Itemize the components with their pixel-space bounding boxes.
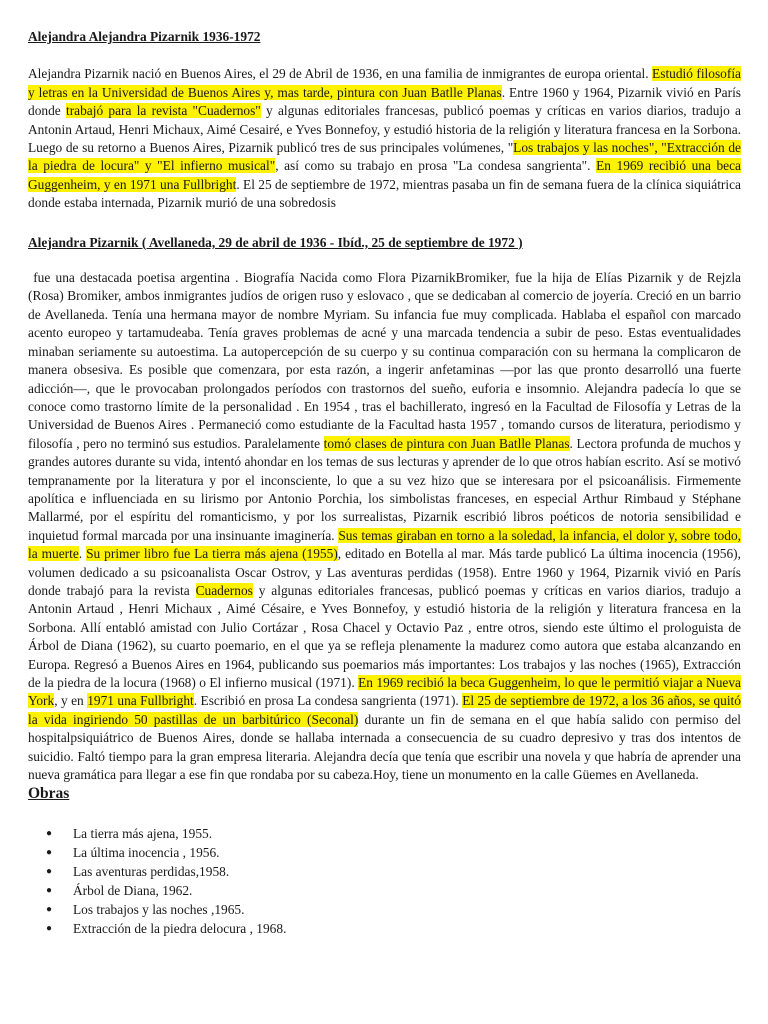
- biography-paragraph-2: [28, 269, 741, 784]
- work-title: La última inocencia , 1956.: [73, 845, 220, 861]
- highlighted-text: El 25 de septiembre de 1972, a los 36 años, se quitó la vida ingiriendo 50 pastillas de un barbitúrico (Seconal): [28, 693, 741, 727]
- bullet-icon: ●: [46, 866, 53, 878]
- work-title: Los trabajos y las noches ,1965.: [73, 902, 245, 918]
- paragraph-text: . Escribió en prosa La condesa sangrienta (1971).: [193, 693, 463, 709]
- biography-paragraph-1: [28, 65, 741, 212]
- works-heading: Obras: [28, 785, 70, 803]
- paragraph-text: . El 25 de septiembre de 1972, mientras pasaba un fin de semana fuera de la clínica siquiátrica donde estaba internada, Pizarnik murió de una sobredosis: [28, 176, 741, 211]
- bullet-icon: ●: [46, 885, 53, 897]
- highlighted-text: Sus temas giraban en torno a la soledad, la infancia, el dolor y, sobre todo, la muerte: [28, 527, 741, 562]
- paragraph-text: , así como su trabajo en prosa "La condesa sangrienta".: [275, 158, 597, 174]
- paragraph-text: y algunas editoriales francesas, publicó poemas y críticas en varios diarios, tradujo a Antonin Artaud, Henri Michaux, Aimé Cesairé, e Yves Bonnefoy, y estudió historia de la religión y literatura francesa en la Sorbona. Luego de su retorno a Buenos Aires, Pizarnik publicó tres de sus principales volúmenes, ": [28, 103, 741, 156]
- paragraph-text: . Entre 1960 y 1964, Pizarnik vivió en París donde: [28, 84, 741, 119]
- works-list-item: [46, 900, 741, 919]
- paragraph-text: Alejandra Pizarnik nació en Buenos Aires, el 29 de Abril de 1936, en una familia de inmigrantes de europa oriental.: [28, 66, 653, 82]
- highlighted-text: Los trabajos y las noches", "Extracción de la piedra de locura" y "El infierno musical": [28, 140, 741, 174]
- highlighted-text: Su primer libro fue La tierra más ajena (1955): [86, 546, 338, 562]
- highlighted-text: Estudió filosofía y letras en la Universidad de Buenos Aires y, mas tarde, pintura con Juan Batlle Planas: [28, 66, 741, 100]
- works-list-item: [46, 824, 741, 843]
- highlighted-text: 1971 una Fullbright: [87, 693, 194, 709]
- bullet-icon: ●: [46, 904, 53, 916]
- paragraph-text: y algunas editoriales francesas, publicó poemas y críticas en varios diarios, tradujo a Antonin Artaud , Henri Michaux , Aimé Césaire, e Yves Bonnefoy, y estudió historia de la religión y literatura francesa en la Sorbona. Allí entabló amistad con Julio Cortázar , Rosa Chacel y Octavio Paz , entre otros, siendo este último el prologuista de Árbol de Diana (1962), su cuarto poemario, en el que ya se refleja plenamente la madurez como autora que estaba alcanzando en Europa. Regresó a Buenos Aires en 1964, publicando sus poemarios más importantes: Los trabajos y las noches (1965), Extracción de la piedra de la locura (1968) o El infierno musical (1971).: [28, 582, 741, 690]
- work-title: Árbol de Diana, 1962.: [73, 883, 193, 899]
- works-list-item: [46, 862, 741, 881]
- paragraph-text: , y en: [54, 693, 88, 709]
- works-list-item: [46, 919, 741, 938]
- document-heading-1: Alejandra Alejandra Pizarnik 1936-1972: [28, 29, 261, 44]
- highlighted-text: Cuadernos: [195, 582, 253, 598]
- work-title: Extracción de la piedra delocura , 1968.: [73, 921, 287, 937]
- works-list-item: [46, 881, 741, 900]
- document-heading-2: Alejandra Pizarnik ( Avellaneda, 29 de abril de 1936 - Ibíd., 25 de septiembre de 1972 ): [28, 234, 523, 250]
- work-title: La tierra más ajena, 1955.: [73, 826, 213, 842]
- highlighted-text: En 1969 recibió la beca Guggenheim, lo que le permitió viajar a Nueva York: [28, 675, 742, 709]
- works-list-item: [46, 843, 741, 862]
- paragraph-text: . Lectora profunda de muchos y grandes autores durante su vida, intentó ahondar en los temas de sus lecturas y aprender de lo que otros habían escrito. Así se motivó tempranamente por la literatura y por el inconsciente, lo que a su vez hizo que se interesara por el psicoanálisis. Firmemente apolítica e influenciada en su lirismo por Antonio Porchia, los simbolistas franceses, en especial Arthur Rimbaud y Stéphane Mallarmé, por el espíritu del romanticismo, y por los surrealistas, Pizarnik escribió libros poéticos de notoria sensibilidad e inquietud formal marcada por una insinuante imaginería.: [28, 435, 741, 543]
- paragraph-text: durante un fin de semana en el que había salido con permiso del hospitalpsiquiátrico de Buenos Aires, donde se hallaba internada a consecuencia de su cuadro depresivo y tras dos intentos de suicidio. Faltó tiempo para la gran empresa literaria. Alejandra decía que tenía que escribir una novela y que habría de aprender una nueva gramática para llegar a ese fin que rondaba por su cabeza.Hoy, tiene un monumento en la calle Güemes en Avellaneda.: [28, 711, 741, 783]
- bullet-icon: ●: [46, 828, 53, 840]
- paragraph-text: .: [78, 546, 87, 562]
- works-list: [28, 824, 741, 938]
- work-title: Las aventuras perdidas,1958.: [73, 864, 230, 880]
- highlighted-text: trabajó para la revista "Cuadernos": [65, 103, 261, 119]
- paragraph-text: , editado en Botella al mar. Más tarde publicó La última inocencia (1956), volumen dedicado a su psicoanalista Oscar Ostrov, y Las aventuras perdidas (1958). Entre 1960 y 1964, Pizarnik vivió en París donde trabajó para la revista: [28, 546, 741, 598]
- paragraph-text: fue una destacada poetisa argentina . Biografía Nacida como Flora PizarnikBromiker, fue la hija de Elías Pizarnik y de Rejzla (Rosa) Bromiker, ambos inmigrantes judíos de origen ruso y eslovaco , que se dedicaban al comercio de joyería. Creció en un barrio de Avellaneda. Tenía una hermana mayor de nombre Myriam. Su infancia fue muy complicada. Hablaba el español con marcado acento europeo y tartamudeaba. Tenía graves problemas de acné y una marcada tendencia a subir de peso. Estas eventualidades minaban seriamente su autoestima. La autopercepción de su cuerpo y su continua comparación con su hermana la complicaron de manera obsesiva. Es posible que comenzara, por esta razón, a ingerir anfetaminas —por las que pronto desarrolló una fuerte adicción—, que le provocaban prolongados períodos con trastornos del sueño, euforia e insomnio. Alejandra padecía lo que se conoce como trastorno límite de la personalidad . En 1954 , tras el bachillerato, ingresó en la Facultad de Filosofía y Letras de la Universidad de Buenos Aires . Permaneció como estudiante de la Facultad hasta 1957 , tomando cursos de literatura, periodismo y filosofía , pero no terminó sus estudios. Paralelamente: [28, 270, 741, 451]
- highlighted-text: En 1969 recibió una beca Guggenheim, y en 1971 una Fullbright: [28, 158, 742, 192]
- highlighted-text: tomó clases de pintura con Juan Batlle Planas: [323, 435, 570, 451]
- bullet-icon: ●: [46, 923, 53, 935]
- bullet-icon: ●: [46, 847, 53, 859]
